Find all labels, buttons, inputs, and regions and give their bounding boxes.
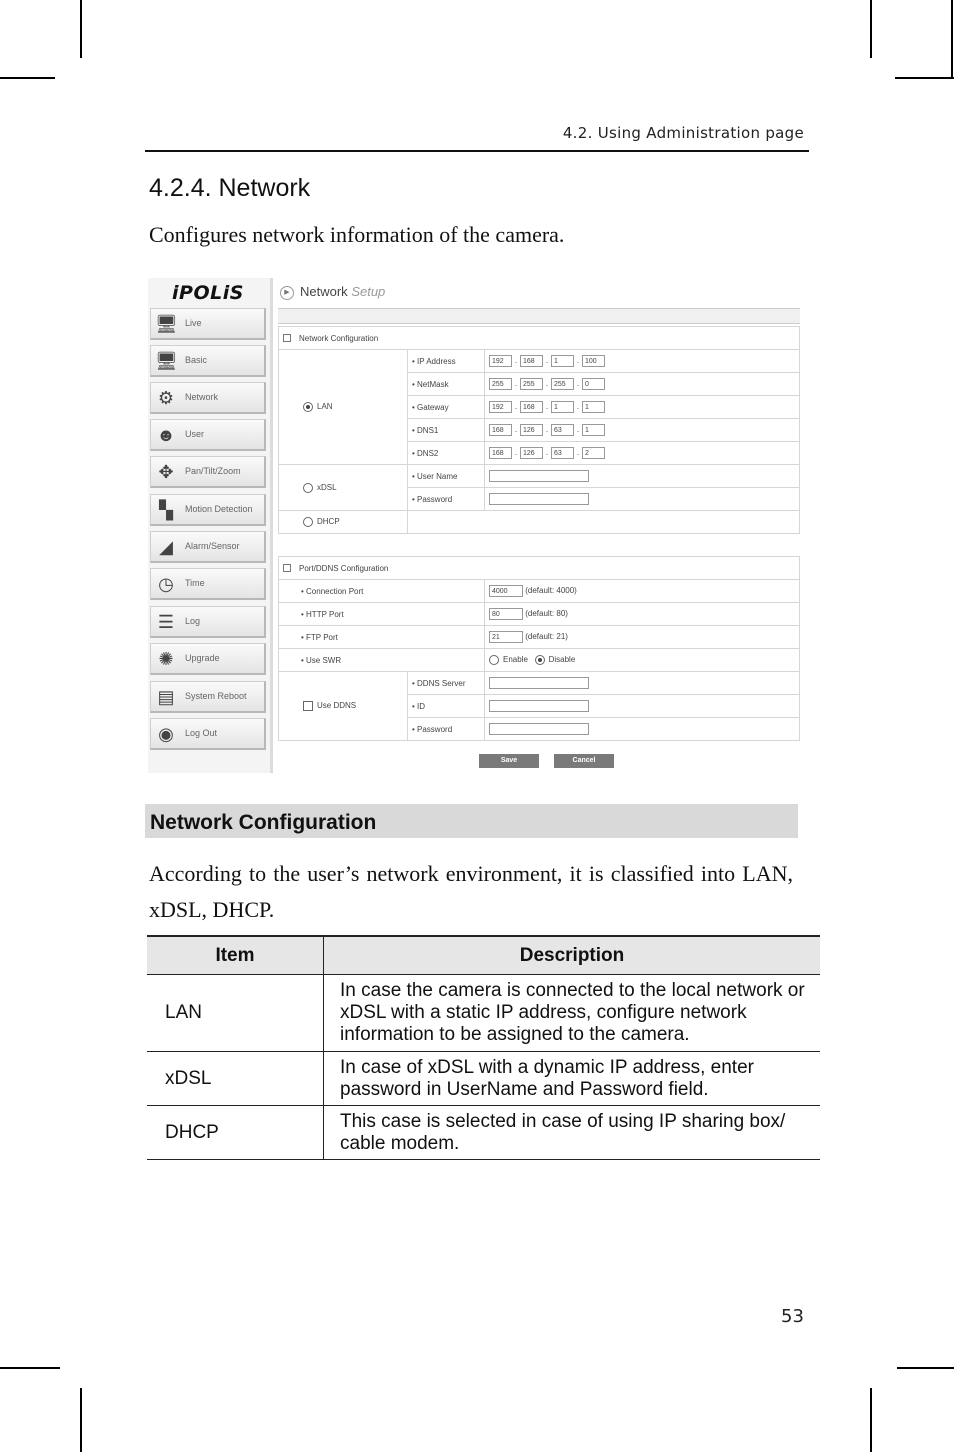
ip-octet-input[interactable]: 100 [582,355,605,367]
ip-octet-input[interactable]: 192 [489,355,512,367]
table-row: DHCP This case is selected in case of using IP sharing box/ cable modem. [147,1106,820,1160]
ddns-id-input[interactable] [489,700,589,712]
swr-disable-radio[interactable] [535,655,545,665]
dhcp-radio[interactable] [303,517,313,527]
menu-item-time[interactable]: ◷ Time [150,568,266,600]
menu-item-ptz[interactable]: ✥ Pan/Tilt/Zoom [150,456,266,488]
save-button[interactable]: Save [479,754,539,768]
ipolis-logo: iPOLiS [172,282,244,304]
crop-mark [0,1367,60,1369]
ddns-password-input[interactable] [489,723,589,735]
motion-icon: ▚ [159,500,173,520]
dns2-octet-input[interactable]: 63 [551,447,574,459]
alarm-icon: ◢ [159,537,173,557]
dns2-fields: 168 . 126 . 63 . 2 [485,442,800,465]
cancel-button[interactable]: Cancel [554,754,614,768]
ddns-server-input[interactable] [489,677,589,689]
description-table [147,935,820,1160]
ftp-port-input[interactable]: 21 [489,631,523,643]
crop-mark [80,1388,82,1452]
menu-item-upgrade[interactable]: ✺ Upgrade [150,643,266,675]
column-header: Item [147,936,324,975]
use-ddns-option[interactable]: Use DDNS [279,672,408,741]
use-ddns-checkbox[interactable] [303,701,313,711]
gateway-octet-input[interactable]: 1 [551,401,574,413]
monitor-icon: 🖥 [155,314,178,334]
dns2-octet-input[interactable]: 126 [520,447,543,459]
dns1-octet-input[interactable]: 168 [489,424,512,436]
port-config-heading: Port/DDNS Configuration [279,557,800,580]
gateway-octet-input[interactable]: 192 [489,401,512,413]
sidebar [148,278,273,773]
http-port-input[interactable]: 80 [489,608,523,620]
menu-item-system-reboot[interactable]: ▤ System Reboot [150,681,266,713]
section-intro: Configures network information of the camera. [149,222,565,247]
crop-mark [951,0,953,79]
ip-octet-input[interactable]: 1 [551,355,574,367]
menu-item-live[interactable]: 🖥 Live [150,308,266,340]
lan-option[interactable]: LAN [279,350,408,465]
subsection-heading: Network Configuration [145,804,798,838]
ip-address-fields: 192 . 168 . 1 . 100 [485,350,800,373]
log-icon: ☰ [157,612,175,632]
netmask-octet-input[interactable]: 255 [520,378,543,390]
dns2-octet-input[interactable]: 168 [489,447,512,459]
crop-mark [897,1367,954,1369]
username-input[interactable] [489,470,589,482]
menu-item-alarm-sensor[interactable]: ◢ Alarm/Sensor [150,531,266,563]
crop-mark [895,77,954,79]
collapse-icon [283,564,291,572]
network-icon: ⚙ [157,388,175,408]
lan-radio[interactable] [303,402,313,412]
gateway-octet-input[interactable]: 168 [520,401,543,413]
reboot-icon: ▤ [157,687,175,707]
user-icon: ☻ [156,425,176,445]
upgrade-icon: ✺ [158,649,174,669]
dns2-octet-input[interactable]: 2 [582,447,605,459]
crop-mark [0,77,55,79]
clock-icon: ◷ [158,574,174,594]
netmask-octet-input[interactable]: 255 [551,378,574,390]
ip-octet-input[interactable]: 168 [520,355,543,367]
network-setup-screenshot [148,278,800,773]
password-input[interactable] [489,493,589,505]
menu-item-basic[interactable]: 🖥 Basic [150,345,266,377]
running-header: 4.2. Using Administration page [562,124,804,142]
crop-mark [870,1388,872,1452]
xdsl-radio[interactable] [303,483,313,493]
crop-mark [80,0,82,58]
monitor-icon: 🖥 [155,351,178,371]
page-number: 53 [781,1306,804,1327]
header-rule [145,150,809,152]
arrow-icon: ▶ [280,286,294,300]
connection-port-input[interactable]: 4000 [489,585,523,597]
section-title: 4.2.4. Network [149,174,311,202]
menu-item-log-out[interactable]: ◉ Log Out [150,718,266,750]
menu-item-network[interactable]: ⚙ Network [150,382,266,414]
dns1-octet-input[interactable]: 63 [551,424,574,436]
netmask-fields: 255 . 255 . 255 . 0 [485,373,800,396]
table-row: xDSL In case of xDSL with a dynamic IP address, enter password in UserName and Password field. [147,1052,820,1106]
column-header: Description [324,936,821,975]
network-config-table: Network Configuration LAN • IP Address 192 . 168 . 1 . 100 • NetMask 255 . 255 . 255 . 0 • Gateway 192 . 168 . 1 . 1 • DNS1 168 . 126 . 63 . 1 • DNS2 168 . 126 . 63 . 2 xDSL • User Name • Password DHCP Port/DDNS Configuration • Connection Port 4000 (default: 4000) • HTTP Port 80 (default: 80) • FTP Port 21 (default: 21) • Use SWR Enable Disable Use DDNS • DDNS Server • ID • Password [278,326,800,741]
menu-item-log[interactable]: ☰ Log [150,606,266,638]
swr-enable-radio[interactable] [489,655,499,665]
dns1-octet-input[interactable]: 1 [582,424,605,436]
dns1-octet-input[interactable]: 126 [520,424,543,436]
dhcp-option[interactable]: DHCP [279,511,408,534]
dns1-fields: 168 . 126 . 63 . 1 [485,419,800,442]
gateway-octet-input[interactable]: 1 [582,401,605,413]
netmask-octet-input[interactable]: 0 [582,378,605,390]
table-row: LAN In case the camera is connected to the local network or xDSL with a static IP address, configure network information to be assigned to the camera. [147,975,820,1052]
xdsl-option[interactable]: xDSL [279,465,408,511]
setup-page-title: ▶ Network Setup [280,284,385,300]
title-bar [278,308,800,324]
collapse-icon [283,334,291,342]
subsection-paragraph: According to the user’s network environment, it is classified into LAN, xDSL, DHCP. [149,861,793,922]
menu-item-motion-detection[interactable]: ▚ Motion Detection [150,494,266,526]
gateway-fields: 192 . 168 . 1 . 1 [485,396,800,419]
network-config-heading: Network Configuration [279,327,800,350]
menu-item-user[interactable]: ☻ User [150,419,266,451]
logout-icon: ◉ [158,724,174,744]
ptz-icon: ✥ [158,462,174,482]
netmask-octet-input[interactable]: 255 [489,378,512,390]
crop-mark [870,0,872,58]
